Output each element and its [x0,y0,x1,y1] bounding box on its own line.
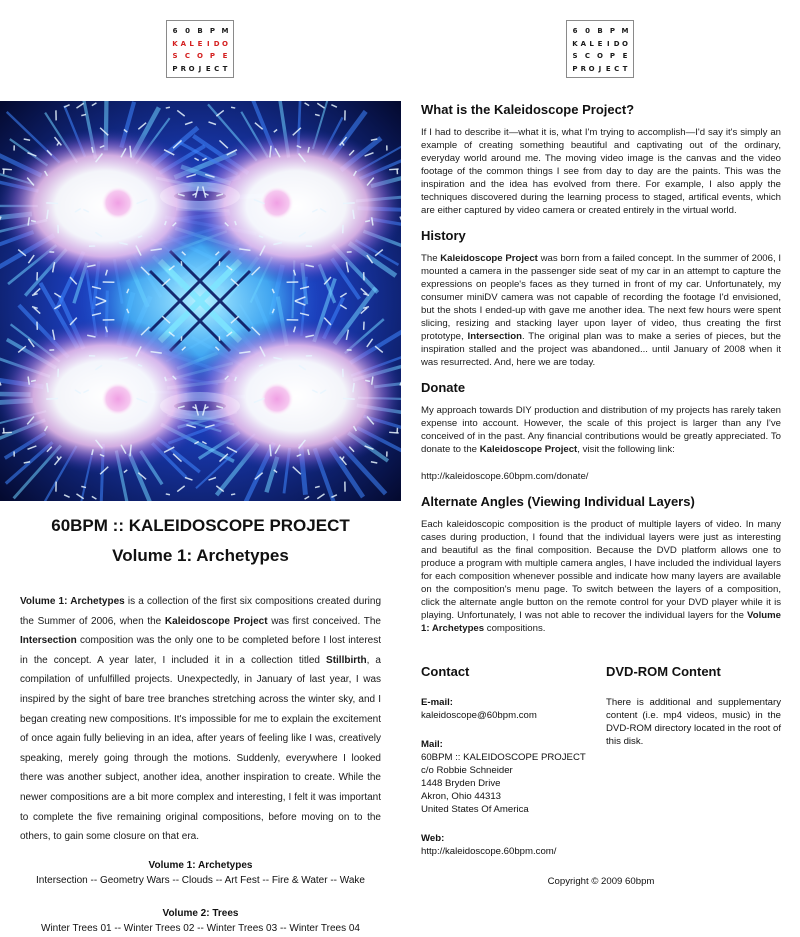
logo-row-project [171,63,229,76]
logo-letter: I [204,38,212,51]
history-bold-project: Kaleidoscope Project [440,253,538,264]
section-what [421,101,781,217]
kaleidoscope-image [0,101,401,501]
logo-letter: A [579,38,587,51]
logo-60bpm-kaleidoscope-mono [566,20,634,78]
logo-letter: O [596,50,604,63]
logo-60bpm-kaleidoscope [166,20,234,78]
logo-letter: E [221,50,229,63]
intro-text: is a collection of the first six compositions created during the Summer of 2006, when the [20,596,381,627]
logo-row-kaleido [571,38,629,51]
logo-letter: 6 [171,25,179,38]
logo-letter: 6 [571,25,579,38]
section-dvdrom-heading: DVD-ROM Content [606,663,781,680]
angles-bold-volume: Volume 1: Archetypes [421,610,781,634]
logo-letter: 0 [584,25,592,38]
email-label: E-mail: [421,696,606,709]
mail-line: Akron, Ohio 44313 [421,790,606,803]
artwork-spark [31,380,36,381]
artwork-spark [46,203,58,204]
volume-1-list [20,859,381,889]
logo-letter: O [196,50,204,63]
logo-letter: E [596,38,604,51]
logo-letter: P [171,63,179,76]
artwork-spark [31,221,36,222]
section-donate-heading: Donate [421,379,781,396]
section-contact-heading: Contact [421,663,606,680]
section-history [421,227,781,369]
history-text: . The original plan was to make a series of pieces, but the inspiration stalled and the project was abandoned... until January of 2008 when it was resurrected. And, here we are today. [421,331,781,368]
artwork-spark [166,107,170,108]
logo-letter: E [196,38,204,51]
email-link[interactable]: kaleidoscope@60bpm.com [421,709,606,722]
mail-line: 1448 Bryden Drive [421,777,606,790]
section-angles-heading: Alternate Angles (Viewing Individual Layers) [421,493,781,510]
section-alternate-angles [421,493,781,635]
logo-letter: C [613,63,621,76]
section-contact [421,663,606,858]
volume-description [20,510,381,937]
intro-text: , a compilation of unfulfilled projects. Unexpectedly, in January of last year, I was inspired by the sight of bare tree branches stretching across the winter sky, and I began creating new compositions. It's impossible for me to explain the excitement of once again fully believing in an idea, after years of feeling like I was, creatively speaking, merely going through the motions. Suddenly, everywhere I looked there was another subject, another idea, another inspiration to create. While the newer compositions are a bit more complex and interesting, I felt it was important to complete the five remaining original compositions, before moving on to the others, to gain some closure on that era. [20,655,381,842]
intro-text: composition was the only one to be completed before I lost interest in the concept. A year later, I included it in a collection titled [20,635,381,666]
angles-text: compositions. [484,623,545,634]
history-bold-intersection: Intersection [468,331,522,342]
logo-letter: K [171,38,179,51]
copyright: Copyright © 2009 60bpm [421,876,781,887]
logo-letter: S [171,50,179,63]
logo-letter: O [588,63,596,76]
logo-letter: E [604,63,612,76]
logo-letter: R [579,63,587,76]
volume-intro [20,592,381,847]
logo-letter: O [188,63,196,76]
logo-letter: K [571,38,579,51]
logo-letter: S [571,50,579,63]
logo-letter: P [571,63,579,76]
logo-letter: R [179,63,187,76]
logo-letter: 0 [184,25,192,38]
section-donate [421,379,781,483]
volume-2-list [20,907,381,937]
donate-text: , visit the following link: [577,444,675,455]
artwork-spark [231,107,235,108]
intro-bold-stillbirth: Stillbirth [326,655,367,666]
artwork-spark [365,221,370,222]
web-link[interactable]: http://kaleidoscope.60bpm.com/ [421,845,606,858]
logo-letter: E [204,63,212,76]
volume-1-title: Volume 1: Archetypes [20,859,381,873]
logo-letter: O [221,38,229,51]
logo-letter: L [588,38,596,51]
section-dvdrom-text: There is additional and supplementary content (i.e. mp4 videos, music) in the DVD-ROM directory located in the root of this disk. [606,696,781,748]
logo-letter: C [184,50,192,63]
page-title: 60BPM :: KALEIDOSCOPE PROJECT [20,516,381,538]
donate-text: My approach towards DIY production and distribution of my projects has rarely taken expense into account. However, the scale of this project is larger than any I've conceived of in the past. Any financial contributions would be greatly appreciated. To donate to the [421,405,781,455]
section-donate-text [421,404,781,456]
volume-title: Volume 1: Archetypes [20,546,381,568]
logo-letter: B [196,25,204,38]
donate-link[interactable]: http://kaleidoscope.60bpm.com/donate/ [421,470,781,483]
logo-letter: T [221,63,229,76]
logo-row-scope [171,50,229,63]
section-angles-text [421,518,781,635]
logo-letter: T [621,63,629,76]
logo-row-kaleido [171,38,229,51]
section-dvdrom [606,663,781,858]
intro-bold-volume: Volume 1: Archetypes [20,596,125,607]
logo-letter: I [604,38,612,51]
logo-row-60bpm [571,25,629,38]
logo-row-60bpm [171,25,229,38]
section-what-text: If I had to describe it—what it is, what I'm trying to accomplish—I'd say it's simply an example of creating something beautiful and captivating out of the ordinary, everyday world around me. The moving video image is the canvas and the video footage of the common things I see from day to day are the paints. This was the inspiration and the idea has evolved from there. For example, I also apply the techniques discovered during the learning process to staged, artifical events, which are either captured by video camera or created entirely in the virtual world. [421,126,781,217]
logo-letter: D [613,38,621,51]
logo-row-scope [571,50,629,63]
logo-letter: A [179,38,187,51]
web-label: Web: [421,832,606,845]
volume-2-compositions: Winter Trees 01 -- Winter Trees 02 -- Winter Trees 03 -- Winter Trees 04 [20,921,381,937]
artwork-spark [343,203,355,204]
logo-letter: C [213,63,221,76]
section-history-text [421,252,781,369]
artwork-spark [365,380,370,381]
logo-letter: P [609,50,617,63]
mail-line: United States Of America [421,803,606,816]
logo-letter: P [609,25,617,38]
kaleidoscope-artwork [0,101,401,501]
logo-letter: L [188,38,196,51]
logo-letter: B [596,25,604,38]
logo-letter: J [196,63,204,76]
logo-row-project [571,63,629,76]
intro-text: was first conceived. The [268,616,381,627]
logo-letter: D [213,38,221,51]
artwork-spark [46,399,58,400]
intro-bold-intersection: Intersection [20,635,77,646]
volume-2-title: Volume 2: Trees [20,907,381,921]
mail-line: c/o Robbie Schneider [421,764,606,777]
history-text: was born from a failed concept. In the summer of 2006, I mounted a camera in the passenger side seat of my car in an attempt to capture the expressions on people's faces as they turned in front of my car. Unfortunately, my consumer miniDV camera was not capable of recording the footage I'd envisioned, but the shots I ended-up with gave me another idea. The next few hours were spent slicing, resizing and stacking layer upon layer of video, thus creating the first prototype, [421,253,781,342]
logo-letter: P [209,50,217,63]
intro-bold-project: Kaleidoscope Project [165,616,268,627]
logo-letter: J [596,63,604,76]
mail-line: 60BPM :: KALEIDOSCOPE PROJECT [421,751,606,764]
info-column [421,101,781,645]
section-history-heading: History [421,227,781,244]
artwork-spark [343,399,355,400]
logo-letter: E [621,50,629,63]
section-what-heading: What is the Kaleidoscope Project? [421,101,781,118]
artwork-spark [231,494,235,495]
logo-letter: C [584,50,592,63]
contact-and-dvdrom [421,663,781,858]
logo-letter: P [209,25,217,38]
angles-text: Each kaleidoscopic composition is the product of multiple layers of video. In many cases during production, I found that the individual layers were just as interesting and beautiful as the final composition. Because the DVD platform allows one to produce a program with multiple camera angles, I have included the individual layers for each composition whenever possible and indicate how many layers are available on the composition's menu page. To switch between the layers of a composition, click the alternate angle button on the remote control for your DVD player while it is playing. Unfortunately, I was not able to recover the individual layers for the [421,519,781,621]
volume-1-compositions: Intersection -- Geometry Wars -- Clouds -- Art Fest -- Fire & Water -- Wake [20,873,381,889]
logo-letter: O [621,38,629,51]
mail-label: Mail: [421,738,606,751]
logo-letter: M [621,25,629,38]
donate-bold-project: Kaleidoscope Project [480,444,578,455]
history-text: The [421,253,440,264]
artwork-spark [166,494,170,495]
logo-letter: M [221,25,229,38]
